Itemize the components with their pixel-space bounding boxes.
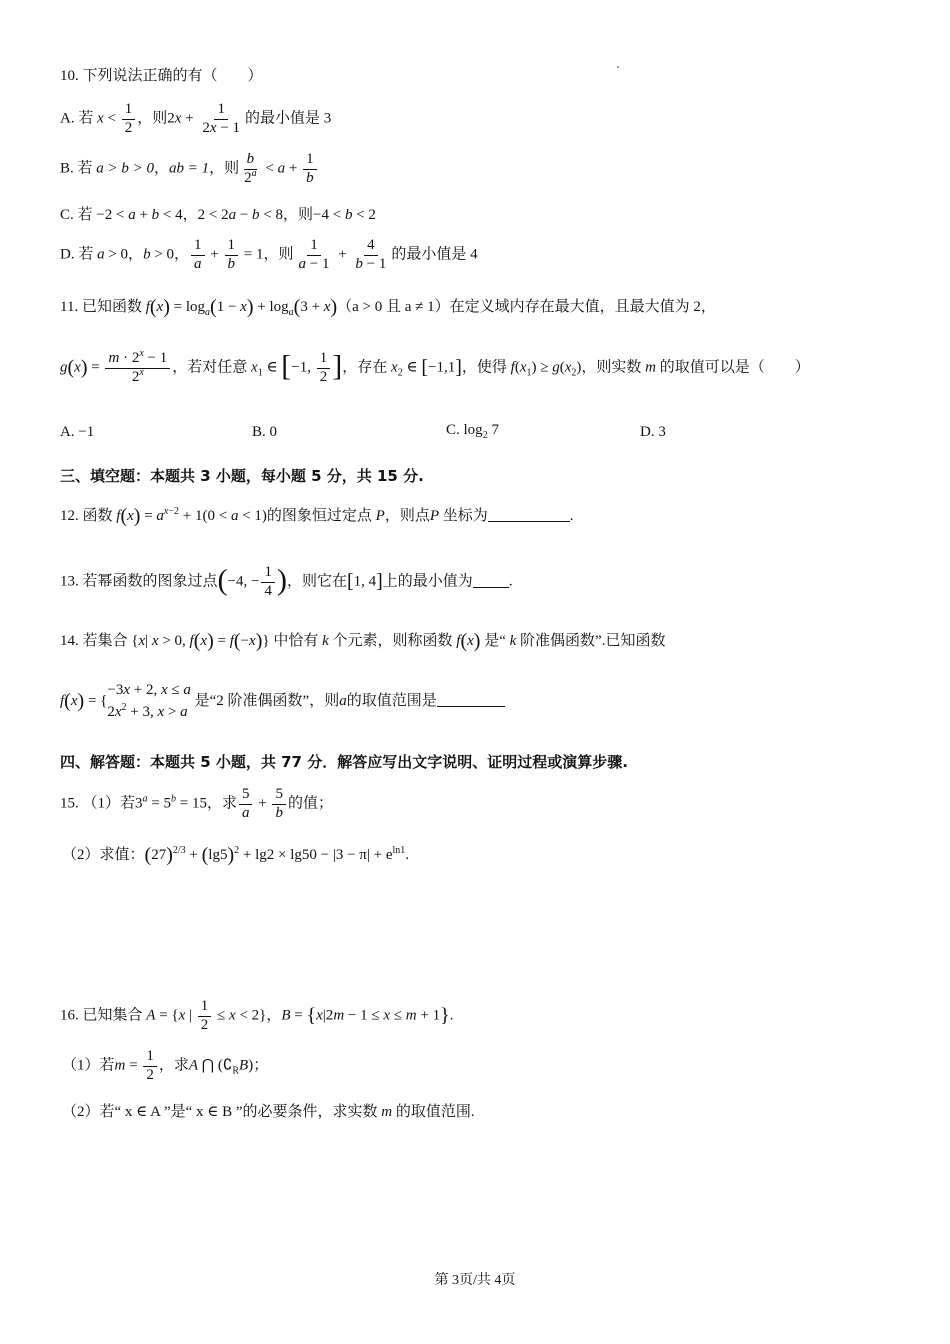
- q11-option-d: D. 3: [640, 424, 666, 440]
- q11-option-c: C. $\log_2 7$: [446, 422, 499, 441]
- q11-option-a: A. −1: [60, 424, 95, 440]
- q16-part2: （2）若“ x ∈ A ”是“ x ∈ B ”的必要条件，求实数 m 的取值范围.: [62, 1104, 475, 1120]
- q10-stem: 10. 下列说法正确的有（ ）: [60, 68, 263, 84]
- q11-stem: 11. 已知函数 $f(x) = \log_a(1 - x) + \log_a(3 + x)(a > 0$ 且 a ≠ 1）在定义域内存在最大值，且最大值为 2，: [60, 296, 716, 318]
- q10-option-a: A. 若 x < $\frac{1}{2}$ ，则2x + $\frac{1}{2x - 1}$ 的最小值是 3: [60, 101, 332, 136]
- q10-option-d: D. 若 a > 0，b > 0， $\frac{1}{a}$ + $\frac{1}{b}$ = 1，则 $\frac{1}{a - 1}$ + $\frac{4}{b - 1}$ 的最小值是 4: [60, 237, 478, 272]
- page-footer: 第 3页/共 4页: [434, 1273, 516, 1288]
- q15-part2: （2）求值：$(27)^{2/3} + (\lg 5)^2 + \lg 2 \times \lg 50 - |3 - \pi| + e^{ln1}$.: [62, 844, 410, 866]
- q12: 12. 函数 $f(x) = a^{x-2} + 1(0 < a < 1)$的图象恒过定点 P，则点P 坐标为 .: [60, 505, 574, 527]
- q15-part1: 15. （1）若$3^a = 5^b = 15$，求 $\frac{5}{a}$ + $\frac{5}{b}$ 的值；: [60, 786, 333, 821]
- section3-heading: 三、填空题：本题共 3 小题，每小题 5 分，共 15 分.: [60, 467, 424, 485]
- q16-stem: 16. 已知集合 A = {x | $\frac{1}{2}$ ≤ x < 2}，B = {x|2m − 1 ≤ x ≤ m + 1}.: [60, 998, 454, 1033]
- q14-line1: 14. 若集合 {x| x > 0, f(x) = f(−x)} 中恰有 k 个元素，则称函数 f(x) 是“ k 阶准偶函数”.已知函数: [60, 630, 666, 652]
- q14-answer-blank[interactable]: [437, 692, 505, 707]
- q16-part1: （1）若m = $\frac{1}{2}$ ，求A ⋂ $(∁_RB)$；: [62, 1048, 269, 1083]
- q11-g-def: g(x) = $\frac{m \cdot 2^x - 1}{2^x}$ ，若对任意 $x_1$ ∈ [−1, $\frac{1}{2}$ ]，存在 $x_2$ ∈ [−1,1]，使得 $f(x_1) \ge g(x_2)$，则实数 m 的取值可以是（ ）: [60, 348, 810, 385]
- q12-answer-blank[interactable]: [488, 507, 570, 522]
- q10-option-b: B. 若 a > b > 0，ab = 1，则 $\frac{b}{2^a}$ < a + $\frac{1}{b}$: [60, 152, 319, 187]
- scan-dot: [617, 66, 619, 68]
- q14-line2: f(x) = { −3x + 2, x ≤ a $2x^2 + 3$, x > a 是“2 阶准偶函数”，则a的取值范围是: [60, 680, 505, 724]
- section4-heading: 四、解答题：本题共 5 小题，共 77 分．解答应写出文字说明、证明过程或演算步骤.: [60, 753, 628, 771]
- q13-answer-blank[interactable]: [473, 573, 509, 588]
- q11-option-b: B. 0: [252, 424, 278, 440]
- q13: 13. 若幂函数的图象过点(−4, − $\frac{1}{4}$ )，则它在[1, 4]上的最小值为 .: [60, 563, 513, 599]
- q10-option-c: C. 若 −2 < a + b < 4，2 < 2a − b < 8，则−4 < b < 2: [60, 207, 376, 223]
